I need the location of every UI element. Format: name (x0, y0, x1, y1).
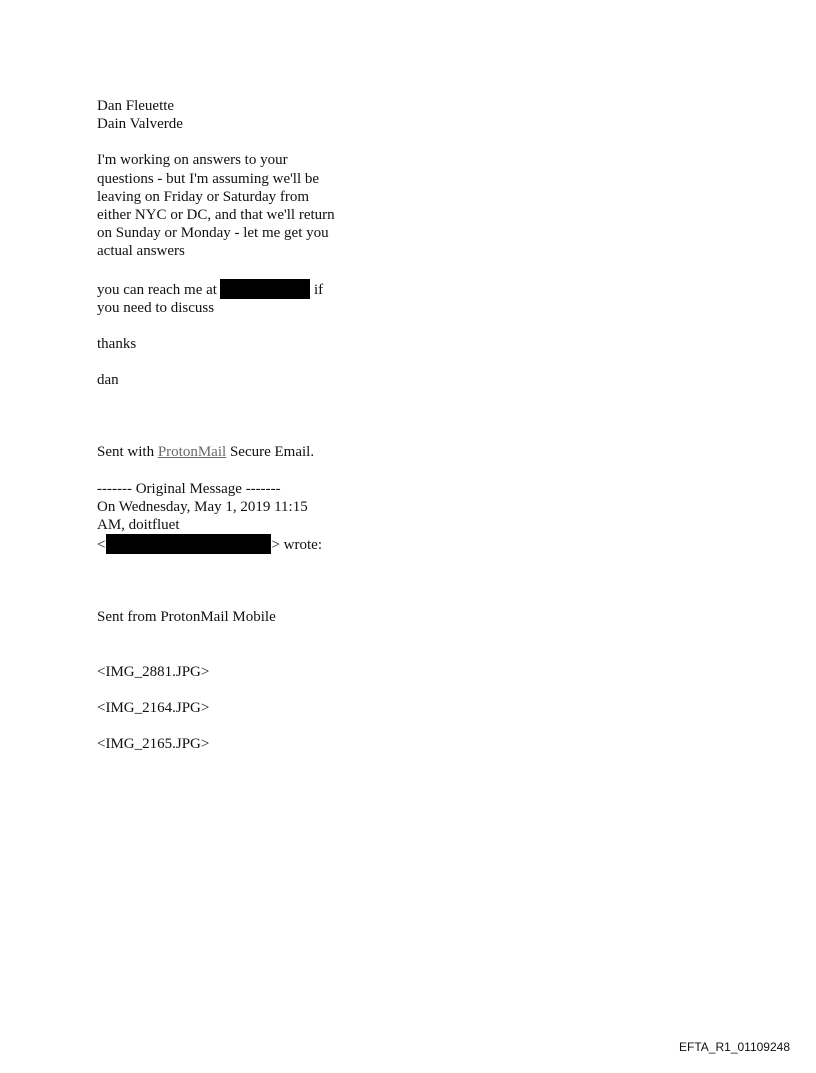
signoff-text: dan (97, 372, 119, 389)
attachment-item: <IMG_2881.JPG> (97, 663, 210, 680)
body-line: actual answers (97, 243, 185, 260)
original-message-sender: AM, doitfluet (97, 517, 180, 534)
email-wrote: > wrote: (271, 537, 322, 554)
body-line: either NYC or DC, and that we'll return (97, 207, 335, 224)
body-line: on Sunday or Monday - let me get you (97, 225, 329, 242)
email-body (97, 97, 367, 753)
original-message-date: On Wednesday, May 1, 2019 11:15 (97, 498, 308, 515)
original-message-email (97, 534, 367, 554)
recipient-name: Dan Fleuette (97, 98, 175, 114)
redacted-email-block (106, 534, 271, 554)
signature-prefix: Sent with (97, 444, 155, 461)
document-id: EFTA_R1_01109248 (679, 1040, 790, 1054)
mobile-signature: Sent from ProtonMail Mobile (97, 609, 276, 626)
thanks-text: thanks (97, 336, 137, 353)
attachment-item: <IMG_2165.JPG> (97, 736, 210, 753)
contact-suffix: if (313, 281, 324, 298)
contact-prefix: you can reach me at (97, 281, 217, 298)
email-open-bracket: < (97, 537, 106, 554)
recipient-name: Dain Valverde (97, 116, 183, 133)
signature-suffix: Secure Email. (229, 444, 315, 461)
body-line: leaving on Friday or Saturday from (97, 188, 310, 205)
contact-line-2: you need to discuss (97, 299, 215, 316)
body-line: I'm working on answers to your (97, 152, 288, 169)
attachment-item: <IMG_2164.JPG> (97, 699, 210, 716)
protonmail-link[interactable]: ProtonMail (157, 444, 227, 461)
redacted-phone-block (220, 279, 310, 299)
original-message-header: ------- Original Message ------- (97, 480, 281, 497)
body-line: questions - but I'm assuming we'll be (97, 170, 320, 187)
protonmail-signature (97, 443, 367, 461)
contact-line (97, 279, 367, 299)
